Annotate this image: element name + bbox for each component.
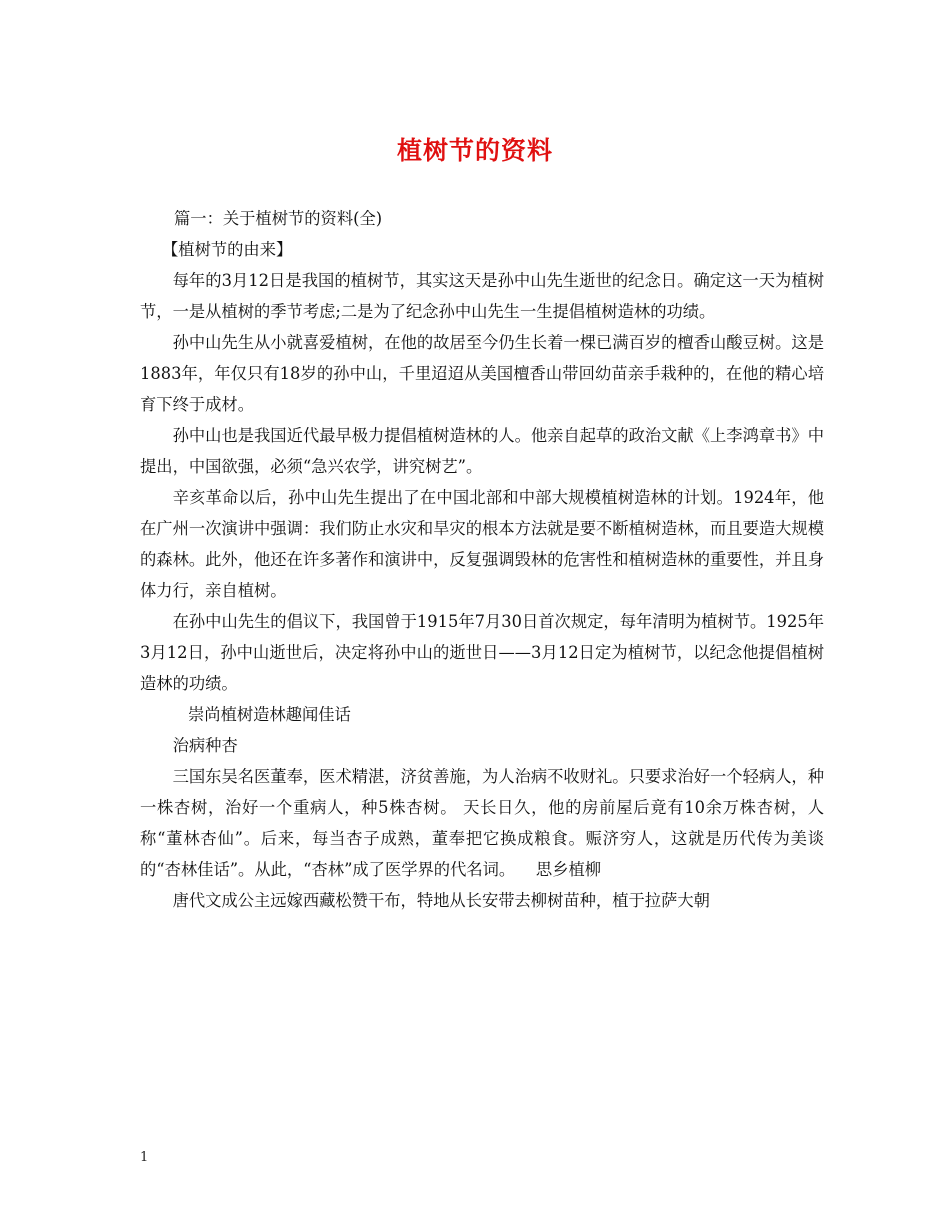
paragraph: 孙中山也是我国近代最早极力提倡植树造林的人。他亲自起草的政治文献《上李鸿章书》中提出，中国欲强，必须“急兴农学，讲究树艺”。 <box>140 426 824 476</box>
document-title: 植树节的资料 <box>396 136 553 165</box>
origin-heading: 【植树节的由来】 <box>162 240 293 259</box>
paragraph: 孙中山先生从小就喜爱植树，在他的故居至今仍生长着一棵已满百岁的檀香山酸豆树。这是1883年，年仅只有18岁的孙中山，千里迢迢从美国檀香山带回幼苗亲手栽种的，在他的精心培育下终于成材。 <box>140 333 824 414</box>
paragraph-apricot <box>140 761 824 885</box>
paragraph: 辛亥革命以后，孙中山先生提出了在中国北部和中部大规模植树造林的计划。1924年，他在广州一次演讲中强调：我们防止水灾和旱灾的根本方法就是要不断植树造林，而且要造大规模的森林。此外，他还在许多著作和演讲中，反复强调毁林的危害性和植树造林的重要性，并且身体力行，亲自植树。 <box>140 488 824 600</box>
document-body <box>140 203 824 916</box>
page-number: 1 <box>140 1150 149 1165</box>
anecdotes-heading: 崇尚植树造林趣闻佳话 <box>188 705 351 724</box>
subheading-willow: 思乡植柳 <box>535 860 602 879</box>
paragraph-willow: 唐代文成公主远嫁西藏松赞干布，特地从长安带去柳树苗种，植于拉萨大朝 <box>172 891 710 910</box>
paragraph: 在孙中山先生的倡议下，我国曾于1915年7月30日首次规定，每年清明为植树节。1925年3月12日，孙中山逝世后，决定将孙中山的逝世日——3月12日定为植树节，以纪念他提倡植树造林的功绩。 <box>140 612 824 693</box>
paragraph: 每年的3月12日是我国的植树节，其实这天是孙中山先生逝世的纪念日。确定这一天为植树节，一是从植树的季节考虑;二是为了纪念孙中山先生一生提倡植树造林的功绩。 <box>140 271 824 321</box>
subheading-apricot: 治病种杏 <box>172 736 238 755</box>
paragraph-apricot-text: 三国东吴名医董奉，医术精湛，济贫善施，为人治病不收财礼。只要求治好一个轻病人，种一株杏树，治好一个重病人，种5株杏树。 天长日久，他的房前屋后竟有10余万株杏树，人称“董林杏仙”。后来，每当杏子成熟，董奉把它换成粮食。赈济穷人，这就是历代传为美谈的“杏林佳话”。从此，“杏林”成了医学界的代名词。 <box>140 767 824 879</box>
section-heading: 篇一：关于植树节的资料(全) <box>174 209 383 228</box>
